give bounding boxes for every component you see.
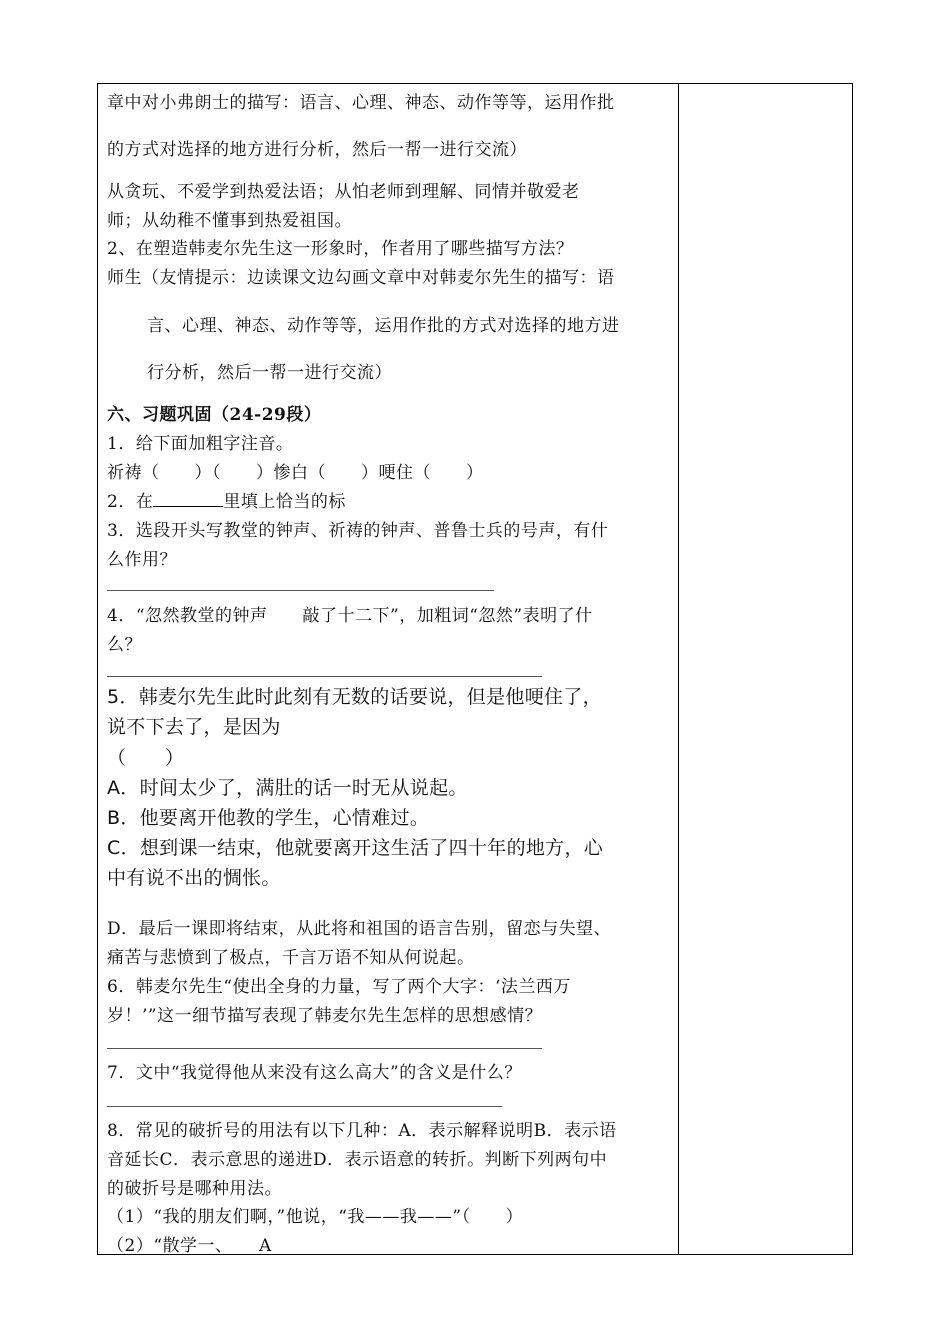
text-line: 师；从幼稚不懂事到热爱祖国。 [107,211,352,231]
text-line: 章中对小弗朗士的描写：语言、心理、神态、动作等等，运用作批 [107,93,615,113]
text-line: 8．常见的破折号的用法有以下几种：A．表示解释说明B．表示语 [107,1121,617,1141]
text-line: 么作用？ [107,550,177,570]
text-line: 岁！’”这一细节描写表现了韩麦尔先生怎样的思想感情？ [107,1006,543,1026]
text-line: 师生（友情提示：边读课文边勾画文章中对韩麦尔先生的描写：语 [107,268,615,288]
option-c-cont: 中有说不出的惆怅。 [107,867,281,889]
option-b: B．他要离开他教的学生，心情难过。 [107,807,430,829]
text-line: 7．文中“我觉得他从来没有这么高大”的含义是什么？ [107,1063,522,1083]
text-line: 5．韩麦尔先生此时此刻有无数的话要说，但是他哽住了， [107,686,602,708]
text-line: 2、在塑造韩麦尔先生这一形象时，作者用了哪些描写方法？ [107,239,574,259]
option-a: A．时间太少了，满肚的话一时无从说起。 [107,777,468,799]
text-line: 么？ [107,635,142,655]
answer-line [107,676,542,677]
option-d: D．最后一课即将结束，从此将和祖国的语言告别，留恋与失望、 [107,919,612,939]
option-c: C．想到课一结束，他就要离开这生活了四十年的地方，心 [107,837,604,859]
text-line: 4．“忽然教堂的钟声 敲了十二下”，加粗词“忽然”表明了什 [107,606,593,626]
answer-line [107,590,494,591]
text-line: （1）“我的朋友们啊，”他说，“我——我——”（ ） [107,1207,524,1227]
q2-suffix: 里填上恰当的标 [223,492,346,512]
fill-blank-question [107,487,346,512]
text-line: 3．选段开头写教堂的钟声、祈祷的钟声、普鲁士兵的号声，有什 [107,521,609,541]
option-d-cont: 痛苦与悲愤到了极点，千言万语不知从何说起。 [107,948,475,968]
text-line: 6．韩麦尔先生“使出全身的力量，写了两个大字：‘法兰西万 [107,977,571,997]
text-line: 行分析，然后一帮一进行交流） [147,363,392,383]
q2-prefix: 2．在 [107,492,154,512]
text-line: 音延长C．表示意思的递进D．表示语意的转折。判断下列两句中 [107,1150,608,1170]
text-line: （2）“散学一、 A [107,1236,272,1256]
text-line: 言、心理、神态、动作等等，运用作批的方式对选择的地方进 [147,316,620,336]
text-line: 祈祷（ ）（ ）惨白（ ）哽住（ ） [107,463,484,483]
answer-line [107,1048,542,1049]
answer-line [107,1106,502,1107]
text-line: 的破折号是哪种用法。 [107,1179,282,1199]
text-line: （ ） [107,747,185,769]
column-divider [678,83,679,1255]
section-heading: 六、习题巩固（24-29段） [107,405,322,425]
text-line: 1．给下面加粗字注音。 [107,434,294,454]
text-line: 说不下去了，是因为 [107,716,281,738]
text-line: 的方式对选择的地方进行分析，然后一帮一进行交流） [107,140,527,160]
blank-line [153,492,223,507]
text-line: 从贪玩、不爱学到热爱法语；从怕老师到理解、同情并敬爱老 [107,182,580,202]
